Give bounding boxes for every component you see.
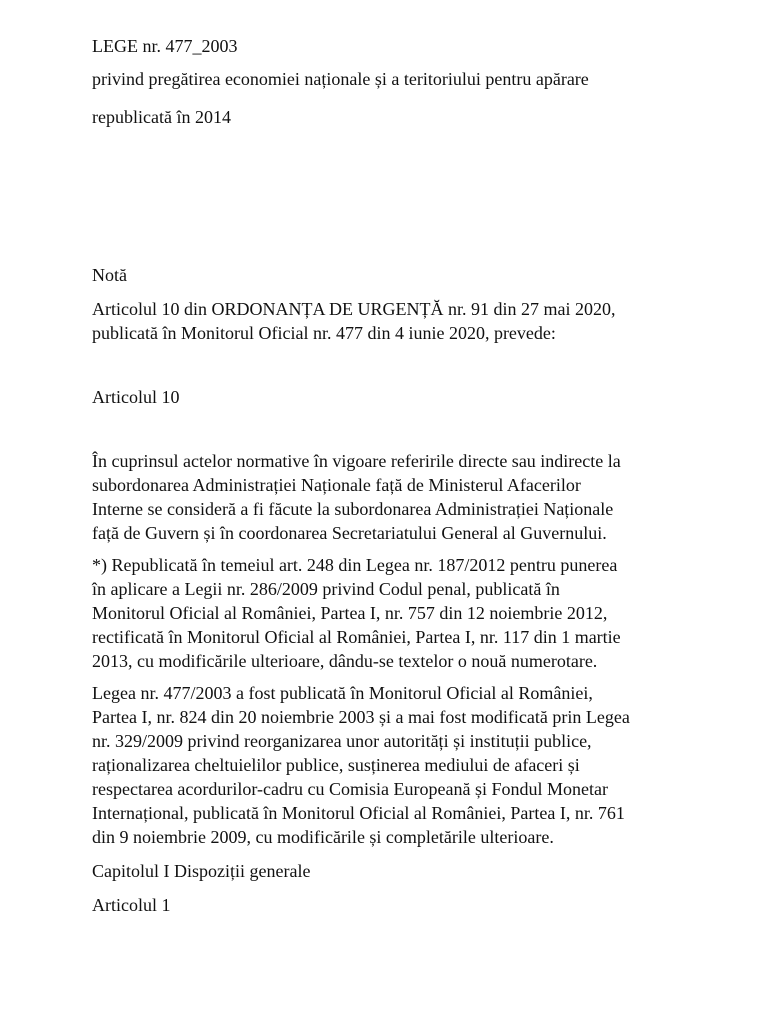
law-subtitle: privind pregătirea economiei naționale și a teritoriului pentru apărare: [92, 69, 589, 89]
document-page: [92, 34, 732, 917]
footnote-line: în aplicare a Legii nr. 286/2009 privind Codul penal, publicată în: [92, 579, 560, 599]
article-10-heading: Articolul 10: [92, 387, 180, 407]
history-line: Legea nr. 477/2003 a fost publicată în Monitorul Oficial al României,: [92, 683, 593, 703]
history-line: Internațional, publicată în Monitorul Oficial al României, Partea I, nr. 761: [92, 803, 625, 823]
article-10-line: În cuprinsul actelor normative în vigoare referirile directe sau indirecte la: [92, 451, 621, 471]
article-10-line: Interne se consideră a fi făcute la subordonarea Administrației Naționale: [92, 499, 614, 519]
history-line: din 9 noiembrie 2009, cu modificările și completările ulterioare.: [92, 827, 554, 847]
footnote-line: Monitorul Oficial al României, Partea I, nr. 757 din 12 noiembrie 2012,: [92, 603, 608, 623]
republished-note: republicată în 2014: [92, 107, 231, 127]
article-10-paragraph: [92, 449, 732, 545]
note-line: publicată în Monitorul Oficial nr. 477 din 4 iunie 2020, prevede:: [92, 323, 556, 343]
history-line: nr. 329/2009 privind reorganizarea unor autorități și instituții publice,: [92, 731, 592, 751]
publication-history-paragraph: [92, 681, 732, 849]
history-line: raționalizarea cheltuielilor publice, susținerea mediului de afaceri și: [92, 755, 580, 775]
article-10-line: subordonarea Administrației Naționale față de Ministerul Afacerilor: [92, 475, 581, 495]
republication-footnote: [92, 553, 732, 673]
law-title: LEGE nr. 477_2003: [92, 36, 238, 56]
article-1-heading: Articolul 1: [92, 895, 171, 915]
article-10-line: față de Guvern și în coordonarea Secretariatului General al Guvernului.: [92, 523, 607, 543]
history-line: Partea I, nr. 824 din 20 noiembrie 2003 și a mai fost modificată prin Legea: [92, 707, 630, 727]
note-line: Articolul 10 din ORDONANȚA DE URGENȚĂ nr. 91 din 27 mai 2020,: [92, 299, 616, 319]
footnote-line: 2013, cu modificările ulterioare, dându-se textelor o nouă numerotare.: [92, 651, 598, 671]
history-line: respectarea acordurilor-cadru cu Comisia Europeană și Fondul Monetar: [92, 779, 608, 799]
chapter-heading: Capitolul I Dispoziții generale: [92, 861, 311, 881]
note-paragraph: [92, 297, 732, 345]
footnote-line: *) Republicată în temeiul art. 248 din Legea nr. 187/2012 pentru punerea: [92, 555, 618, 575]
note-heading: Notă: [92, 265, 127, 285]
footnote-line: rectificată în Monitorul Oficial al României, Partea I, nr. 117 din 1 martie: [92, 627, 621, 647]
